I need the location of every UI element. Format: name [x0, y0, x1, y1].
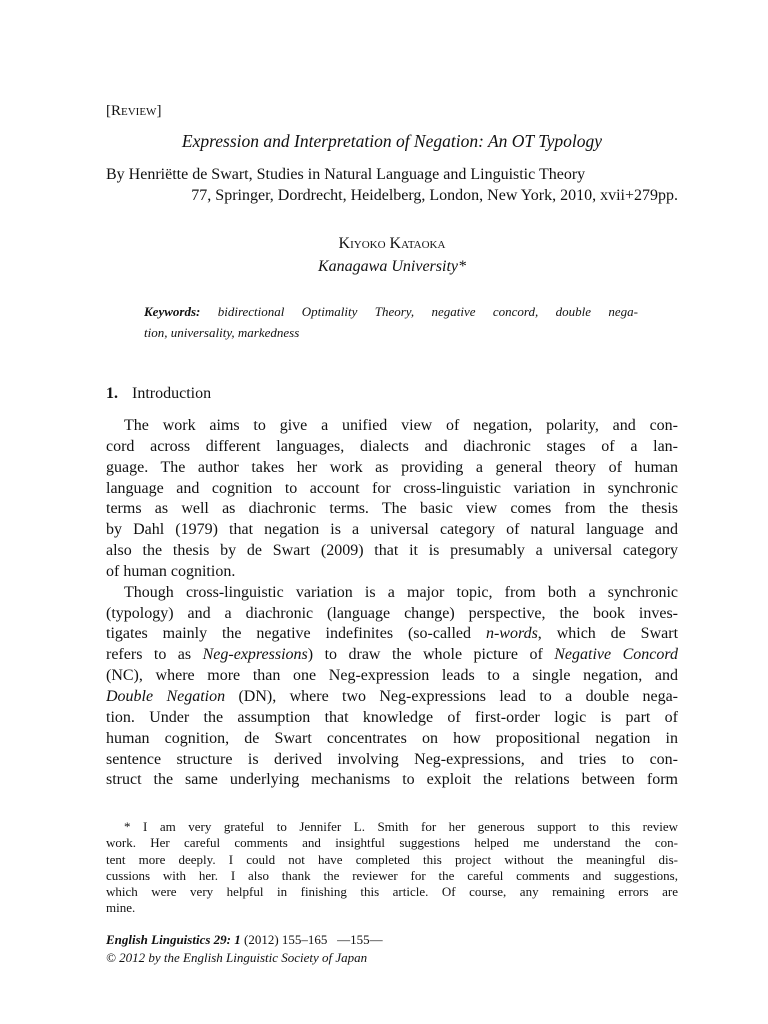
journal-citation: English Linguistics 29: 1 (2012) 155–165 —155— [106, 932, 383, 947]
section-title: Introduction [132, 385, 212, 402]
author-name: Kiyoko Kataoka [338, 235, 446, 252]
journal-footer [106, 931, 383, 967]
author-affiliation: Kanagawa University* [318, 258, 466, 275]
author-block [106, 232, 678, 278]
page-number: —155— [337, 932, 383, 947]
section-heading [106, 385, 211, 403]
section-number: 1. [106, 385, 118, 402]
copyright: © 2012 by the English Linguistic Society of Japan [106, 950, 368, 965]
footnote: * I am very grateful to Jennifer L. Smith for her generous support to this review work. Her careful comments and insightful suggestions helped me understand the con- tent more deeply. I could not have completed this project without the meaningful dis- cussions with her. I also thank the reviewer for the careful comments and suggestions, which were very helpful in finishing this article. Of course, any remaining errors are mine. [106, 819, 678, 916]
paragraph-2: Though cross-linguistic variation is a major topic, from both a synchronic (typology) and a diachronic (language change) perspective, the book inves- tigates mainly the negative indefinites (so-called n-words, which de Swart refers to as Neg-expressions) to draw the whole picture of Negative Concord (NC), where more than one Neg-expression leads to a single negation, and Double Negation (DN), where two Neg-expressions lead to a double nega- tion. Under the assumption that knowledge of first-order logic is part of human cognition, de Swart concentrates on how propositional negation in sentence structure is derived involving Neg-expressions, and tries to con- struct the same underlying mechanisms to exploit the relations between form [106, 583, 678, 789]
book-byline [106, 164, 678, 206]
keywords-label: Keywords: [144, 304, 201, 319]
body-text [106, 416, 678, 791]
byline-line-1: By Henriëtte de Swart, Studies in Natural Language and Linguistic Theory [106, 166, 586, 183]
review-tag: [Review] [106, 103, 162, 119]
paragraph-1: The work aims to give a unified view of negation, polarity, and con- cord across different languages, dialects and diachronic stages of a lan- guage. The author takes her work as providing a general theory of human language and cognition to account for cross-linguistic variation in synchronic terms as well as diachronic terms. The basic view comes from the thesis by Dahl (1979) that negation is a universal category of natural language and also the thesis by de Swart (2009) that it is presumably a universal category of human cognition. [106, 417, 678, 580]
byline-line-2: 77, Springer, Dordrecht, Heidelberg, London, New York, 2010, xvii+279pp. [191, 187, 678, 204]
article-title: Expression and Interpretation of Negation: An OT Typology [181, 131, 603, 151]
keywords: Keywords: bidirectional Optimality Theory, negative concord, double nega- tion, universality, markedness [144, 304, 638, 340]
